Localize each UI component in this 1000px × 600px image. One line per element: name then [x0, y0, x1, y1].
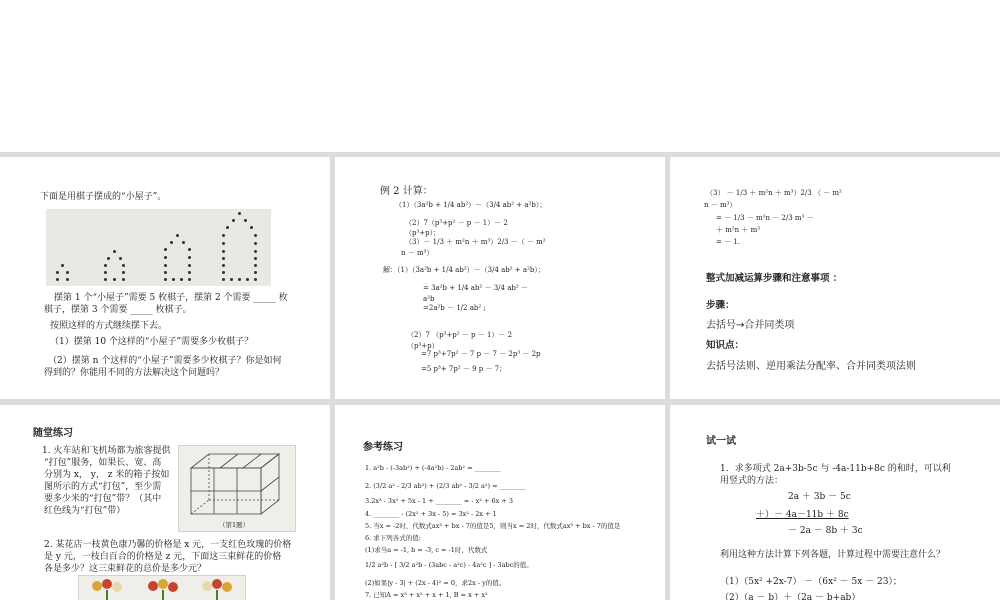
- exercise-line: (1)求当a = -1, b = -3, c = -1时，代数式: [365, 546, 488, 554]
- slide-thumbnail-5[interactable]: [335, 405, 665, 600]
- exercise-line: 用竖式的方法：: [720, 476, 784, 486]
- exercise-line: 3.2x³ - 3x² + 5x - 1 + ________ = - x² + 6x + 3: [365, 497, 513, 505]
- math-line: （3）－ 1/3 ＋ m²n ＋ m³）2/3 －（ － m²: [405, 238, 546, 246]
- exercise-line: （2）（a － b）＋（2a － b+ab）: [720, 593, 861, 600]
- exercise-question: 利用这种方法计算下列各题，计算过程中需要注意什么？: [720, 550, 946, 560]
- slide-thumbnail-4[interactable]: [0, 405, 330, 600]
- exercise-line: 分别为 x， y， z 米的箱子按如: [44, 470, 170, 480]
- vertical-calc-line: ＋）－ 4a－11b ＋ 8c: [756, 510, 849, 520]
- math-line: （p³+p）；: [405, 229, 441, 237]
- math-line: （2）7（p³+p² － p － 1）－ 2: [405, 219, 508, 227]
- knowledge-label: 知识点：: [706, 340, 745, 351]
- figure-caption: （第1题）: [219, 521, 250, 529]
- packing-box-figure: [178, 445, 296, 532]
- problem-line: 按照这样的方式继续摆下去。: [50, 321, 168, 331]
- exercise-line: 各是多少？这三束鲜花的总价是多少元？: [44, 564, 207, 574]
- example-title: 例 2 计算：: [380, 186, 433, 197]
- exercise-line: 5. 当x = -2时，代数式ax³ + bx - 7的值是5，则当x = 2时，代数式ax³ + bx - 7的值是: [365, 522, 621, 530]
- math-line: = 3a²b + 1/4 ab² － 3/4 ab² －: [423, 284, 528, 292]
- section-title: 参考练习: [363, 442, 403, 453]
- math-line: a²b: [423, 295, 435, 303]
- math-line: （1）（3a²b + 1/4 ab²）－（3/4 ab² + a²b）；: [395, 201, 547, 209]
- question-2-cont: 得到的？你能用不同的方法解决这个问题吗？: [44, 368, 225, 378]
- summary-heading: 整式加减运算步骤和注意事项 ：: [706, 273, 843, 284]
- section-title: 试一试: [706, 436, 736, 447]
- exercise-line: 红色线为“打包”带）: [44, 506, 126, 516]
- math-line: n － m³）: [704, 201, 737, 209]
- question-1: （1）摆第 10 个这样的“小屋子”需要多少枚棋子？: [50, 337, 254, 347]
- exercise-line: 6. 求下列各式的值:: [365, 534, 421, 542]
- math-line: = － 1.: [716, 238, 740, 246]
- slide-thumbnail-3[interactable]: [670, 157, 1000, 399]
- flower-bouquets-image: [78, 575, 246, 600]
- section-title: 随堂练习: [33, 428, 73, 439]
- exercise-line: “打包”服务，如果长、宽、高: [44, 458, 162, 468]
- slide-thumbnail-6[interactable]: [670, 405, 1000, 600]
- slide-thumbnail-1[interactable]: [0, 157, 330, 399]
- slide-thumbnail-2[interactable]: [335, 157, 665, 399]
- solution-label: 解：（1）（3a²b + 1/4 ab²）－（3/4 ab² + a²b）；: [383, 266, 545, 274]
- math-line: ＋ m²n ＋ m³: [716, 226, 761, 234]
- exercise-line: 图所示的方式“打包”，至少需: [44, 482, 162, 492]
- box-diagram-icon: [179, 446, 295, 531]
- exercise-line: 1．求多项式 2a+3b-5c 与 -4a-11b+8c 的和时，可以利: [720, 464, 951, 474]
- exercise-line: 1. 火车站和飞机场都为旅客提供: [42, 446, 171, 456]
- math-line: =7 p³+7p² － 7 p － 7 － 2p³ － 2p: [421, 350, 541, 358]
- exercise-line: 4. ________ - (2x² + 3x - 5) = 3x² - 2x + 1: [365, 510, 497, 518]
- math-line: （p³+p）: [407, 342, 439, 350]
- exercise-line: 2. 某花店一枝黄色康乃馨的价格是 x 元，一支红色玫瑰的价格: [44, 540, 292, 550]
- exercise-line: 要多少米的“打包”带？（其中: [44, 494, 162, 504]
- exercise-line: (2)如果|y - 3| + (2x - 4)² = 0，求2x - y的值。: [365, 579, 506, 587]
- chess-houses-image: [46, 209, 271, 286]
- math-line: （3） － 1/3 ＋ m²n ＋ m³）2/3 （ － m²: [706, 189, 842, 197]
- vertical-calc-line: － 2a － 8b ＋ 3c: [788, 526, 863, 536]
- math-line: n － m³）: [401, 249, 434, 257]
- intro-text: 下面是用棋子摆成的“小屋子”。: [40, 192, 167, 202]
- steps-label: 步骤：: [706, 300, 735, 311]
- math-line: （2）7 （p³+p² － p － 1）－ 2: [407, 331, 513, 339]
- exercise-line: 1. a²b - (-3ab²) + (-4a²b) - 2ab² = ________: [365, 464, 501, 472]
- exercise-line: 是 y 元，一枝白百合的价格是 z 元，下面这三束鲜花的价格: [44, 552, 282, 562]
- problem-line: 摆第 1 个“小屋子”需要 5 枚棋子，摆第 2 个需要 _____ 枚: [54, 293, 288, 303]
- knowledge-text: 去括号法则、逆用乘法分配率、合并同类项法则: [706, 361, 916, 372]
- math-line: =5 p³+ 7p² － 9 p － 7；: [421, 365, 507, 373]
- math-line: =2a²b － 1/2 ab² ;: [423, 304, 486, 312]
- exercise-line: （1）（5x² +2x-7） －（6x² － 5x － 23）；: [720, 577, 902, 587]
- question-2: （2）摆第 n 个这样的“小屋子”需要多少枚棋子？你是如何: [48, 356, 282, 366]
- exercise-line: 1/2 a²b - [ 3/2 a²b - (3abc - a²c) - 4a²c ] - 3abc的值。: [365, 561, 533, 569]
- exercise-line: 2. (3/2 a² - 2/3 ab²) + (2/3 ab² - 3/2 a²) = ________: [365, 482, 526, 490]
- bouquet-icon: [79, 576, 245, 600]
- problem-line: 棋子，摆第 3 个需要 _____ 枚棋子。: [44, 305, 192, 315]
- steps-text: 去括号→合并同类项: [706, 320, 795, 331]
- vertical-calc-line: 2a ＋ 3b － 5c: [788, 492, 851, 502]
- exercise-line: 7. 已知A = x³ + x² + x + 1, B = x + x²: [365, 591, 488, 599]
- math-line: = － 1/3 － m²n － 2/3 m³ －: [716, 214, 814, 222]
